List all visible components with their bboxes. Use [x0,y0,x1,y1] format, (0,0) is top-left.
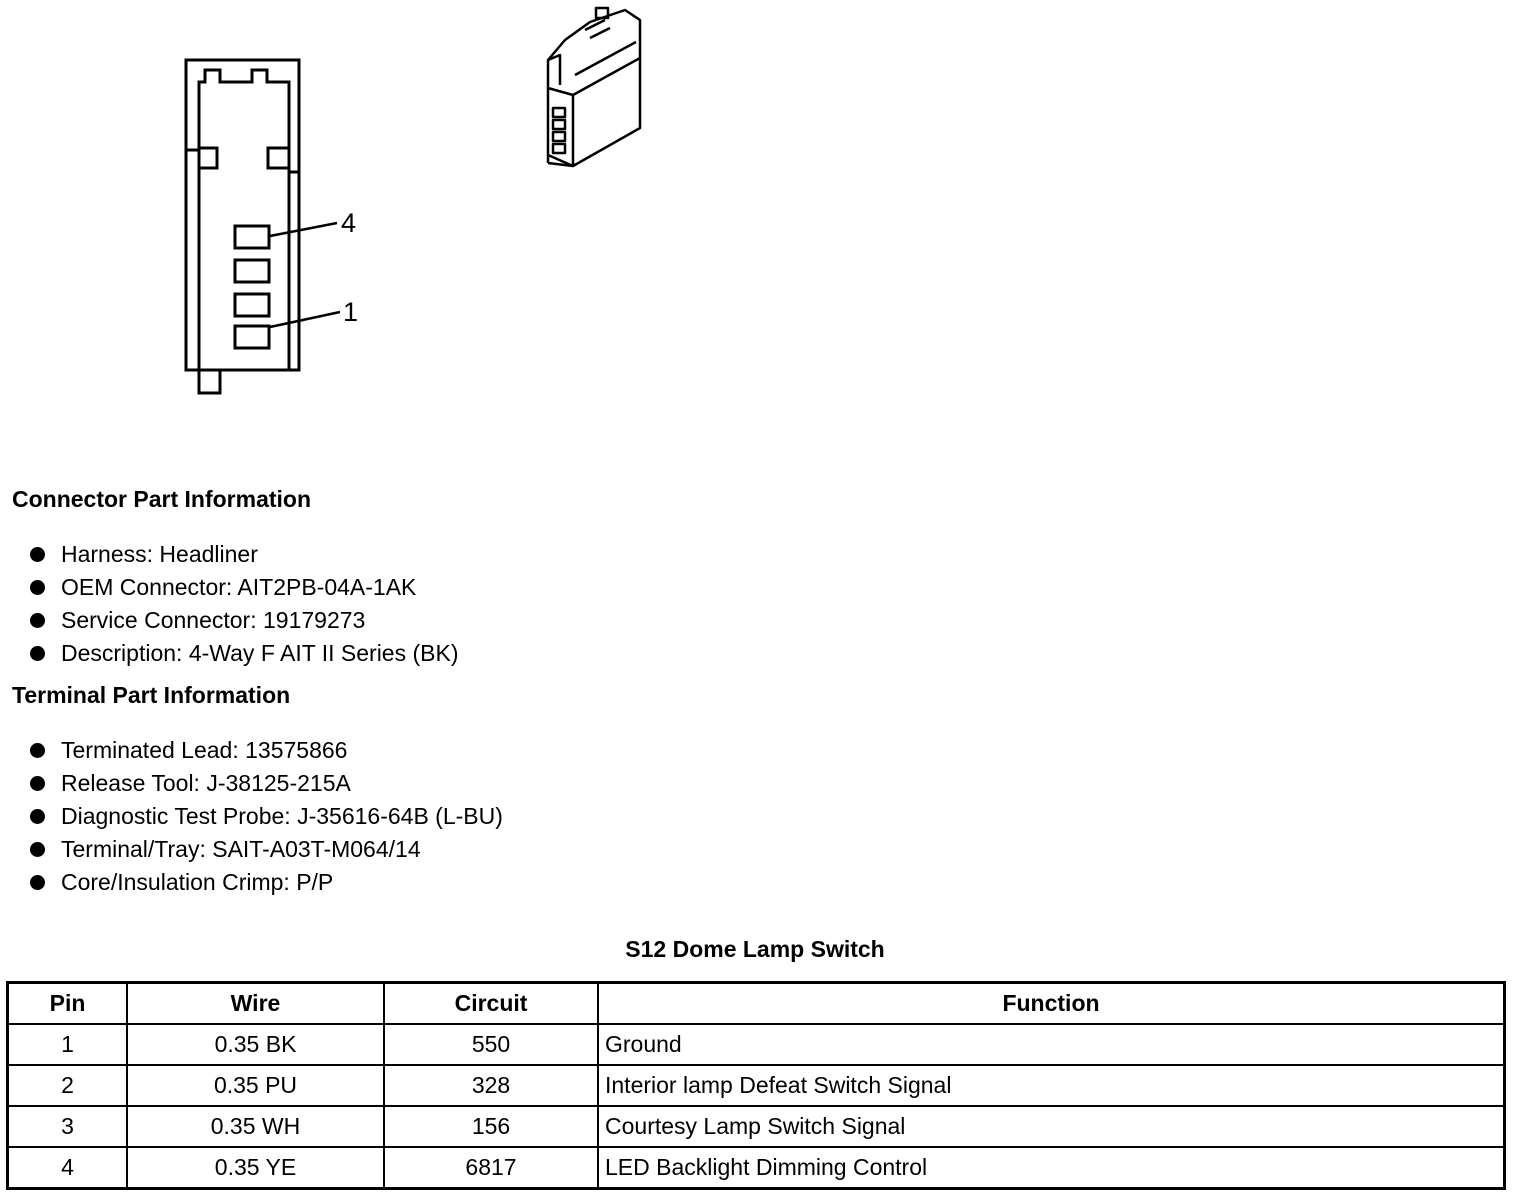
cell-wire: 0.35 PU [127,1065,384,1106]
pin-label-4: 4 [341,208,357,238]
terminal-cavities [235,226,269,348]
list-item: Core/Insulation Crimp: P/P [30,866,503,899]
cavity-2 [235,294,269,316]
terminal-info-title: Terminal Part Information [12,682,291,708]
connector-diagram [0,0,700,420]
cell-function: LED Backlight Dimming Control [598,1147,1505,1189]
table-row [8,1147,1505,1189]
list-item: Service Connector: 19179273 [30,604,459,637]
connector-info-title: Connector Part Information [12,486,312,512]
cell-wire: 0.35 WH [127,1106,384,1147]
terminal-info-list [30,734,503,899]
cavity-1 [235,326,269,348]
header-pin: Pin [8,983,128,1025]
cell-wire: 0.35 YE [127,1147,384,1189]
table-header-row [8,983,1505,1025]
table-row [8,1106,1505,1147]
connector-iso-view [548,8,640,166]
table-title: S12 Dome Lamp Switch [625,936,885,962]
list-item: Description: 4-Way F AIT II Series (BK) [30,637,459,670]
cell-circuit: 550 [384,1024,598,1065]
cell-pin: 1 [8,1024,128,1065]
cavity-4 [235,226,269,248]
pin-label-1: 1 [343,297,359,327]
leader-pin-1 [270,312,340,327]
header-wire: Wire [127,983,384,1025]
cell-function: Courtesy Lamp Switch Signal [598,1106,1505,1147]
cavity-3 [235,260,269,282]
list-item: Terminal/Tray: SAIT-A03T-M064/14 [30,833,503,866]
header-circuit: Circuit [384,983,598,1025]
cell-pin: 4 [8,1147,128,1189]
connector-info-list [30,538,459,670]
cell-circuit: 156 [384,1106,598,1147]
cell-circuit: 328 [384,1065,598,1106]
cell-pin: 2 [8,1065,128,1106]
cell-function: Ground [598,1024,1505,1065]
list-item: OEM Connector: AIT2PB-04A-1AK [30,571,459,604]
list-item: Diagnostic Test Probe: J-35616-64B (L-BU) [30,800,503,833]
leader-pin-4 [270,223,337,236]
cell-function: Interior lamp Defeat Switch Signal [598,1065,1505,1106]
list-item: Harness: Headliner [30,538,459,571]
pinout-table [6,981,1506,1190]
table-row [8,1065,1505,1106]
cell-pin: 3 [8,1106,128,1147]
cell-wire: 0.35 BK [127,1024,384,1065]
list-item: Terminated Lead: 13575866 [30,734,503,767]
table-row [8,1024,1505,1065]
list-item: Release Tool: J-38125-215A [30,767,503,800]
cell-circuit: 6817 [384,1147,598,1189]
connector-face-view [186,60,340,393]
header-function: Function [598,983,1505,1025]
